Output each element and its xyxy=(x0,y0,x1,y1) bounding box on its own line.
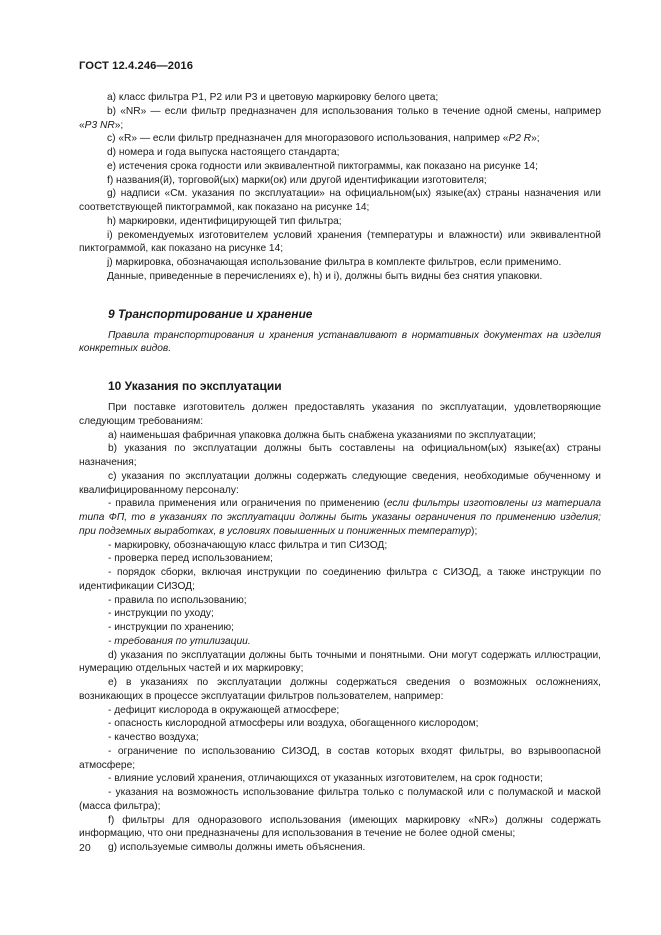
list-item: - правила применения или ограничения по применению (если фильтры изготовлены из материала типа ФП, то в указаниях по эксплуатации должны быть указаны ограничения по применению изделия; при подземных выработках, в условиях повышенных и пониженных температур); xyxy=(79,498,601,537)
page-number: 20 xyxy=(79,842,91,854)
list-item: a) наименьшая фабричная упаковка должна быть снабжена указаниями по эксплуатации; xyxy=(108,429,536,441)
list-item: - требования по утилизации. xyxy=(108,635,251,647)
list-item: h) маркировки, идентифицирующей тип фильтра; xyxy=(107,215,342,227)
list-item: - влияние условий хранения, отличающихся от указанных изготовителем, на срок годности; xyxy=(108,773,543,785)
section-9-title: 9 Транспортирование и хранение xyxy=(108,306,313,321)
document-body xyxy=(79,91,601,855)
list-item: i) рекомендуемых изготовителем условий хранения (температуры и влажности) или эквивалентной пиктограммой, как показано на рисунке 14; xyxy=(79,229,601,255)
list-item: e) в указаниях по эксплуатации должны содержаться сведения о возможных осложнениях, возникающих в процессе эксплуатации фильтров пользователем, например: xyxy=(79,677,601,702)
section-9-body: Правила транспортирования и хранения устанавливают в нормативных документах на изделия конкретных видов. xyxy=(79,329,601,355)
list-item: c) указания по эксплуатации должны содержать следующие сведения, необходимые обученному и квалифицированному персоналу: xyxy=(79,470,601,496)
list-item: d) номера и года выпуска настоящего стандарта; xyxy=(107,147,340,158)
section-10-title: 10 Указания по эксплуатации xyxy=(108,379,282,393)
list-item: - качество воздуха; xyxy=(108,732,199,743)
list-item: b) «NR» — если фильтр предназначен для использования только в течение одной смены, например «P3 NR»; xyxy=(79,105,601,131)
list-item: - инструкции по хранению; xyxy=(108,622,234,633)
list-item: e) истечения срока годности или эквивалентной пиктограммы, как показано на рисунке 14; xyxy=(107,160,538,172)
list-item: d) указания по эксплуатации должны быть точными и понятными. Они могут содержать иллюстрации, нумерацию отдельных частей и их маркировку; xyxy=(79,649,601,675)
list-item: - порядок сборки, включая инструкции по соединению фильтра с СИЗОД, а также инструкции по идентификации СИЗОД; xyxy=(79,567,601,592)
list-item: - ограничение по использованию СИЗОД, в состав которых входят фильтры, во взрывоопасной атмосфере; xyxy=(79,745,601,771)
list-item: - указания на возможность использование фильтра только с полумаской или с полумаской и маской (масса фильтра); xyxy=(79,787,601,812)
list-item: - опасность кислородной атмосферы или воздуха, обогащенного кислородом; xyxy=(108,718,479,730)
list-item: c) «R» — если фильтр предназначен для многоразового использования, например «P2 R»; xyxy=(107,133,540,145)
list-item: - маркировку, обозначающую класс фильтра и тип СИЗОД; xyxy=(108,539,388,551)
list-item: - правила по использованию; xyxy=(108,594,247,606)
list-item: j) маркировка, обозначающая использование фильтра в комплекте фильтров, если применимо. xyxy=(107,257,562,268)
list-item: a) класс фильтра Р1, Р2 или Р3 и цветовую маркировку белого цвета; xyxy=(107,92,439,103)
list-item: b) указания по эксплуатации должны быть составлены на официальном(ых) языке(ах) страны назначения; xyxy=(79,443,601,468)
document-header: ГОСТ 12.4.246—2016 xyxy=(79,60,194,72)
list-item: g) используемые символы должны иметь объяснения. xyxy=(108,842,366,853)
list-item: f) названия(й), торговой(ых) марки(ок) или другой идентификации изготовителя; xyxy=(107,174,487,186)
paragraph: При поставке изготовитель должен предоставлять указания по эксплуатации, удовлетворяющие следующим требованиям: xyxy=(79,402,601,427)
list-item: g) надписи «См. указания по эксплуатации» на официальном(ых) языке(ах) страны назначения или соответствующей пиктограммой, как показано на рисунке 14; xyxy=(79,188,601,213)
list-item: - инструкции по уходу; xyxy=(108,608,214,620)
list-item: - дефицит кислорода в окружающей атмосфере; xyxy=(108,704,340,716)
paragraph: Данные, приведенные в перечислениях е), h) и i), должны быть видны без снятия упаковки. xyxy=(107,270,543,282)
list-item: - проверка перед использованием; xyxy=(108,553,273,565)
list-item: f) фильтры для одноразового использования (имеющих маркировку «NR») должны содержать информацию, что они предназначены для использования в течение не более одной смены; xyxy=(79,814,601,840)
